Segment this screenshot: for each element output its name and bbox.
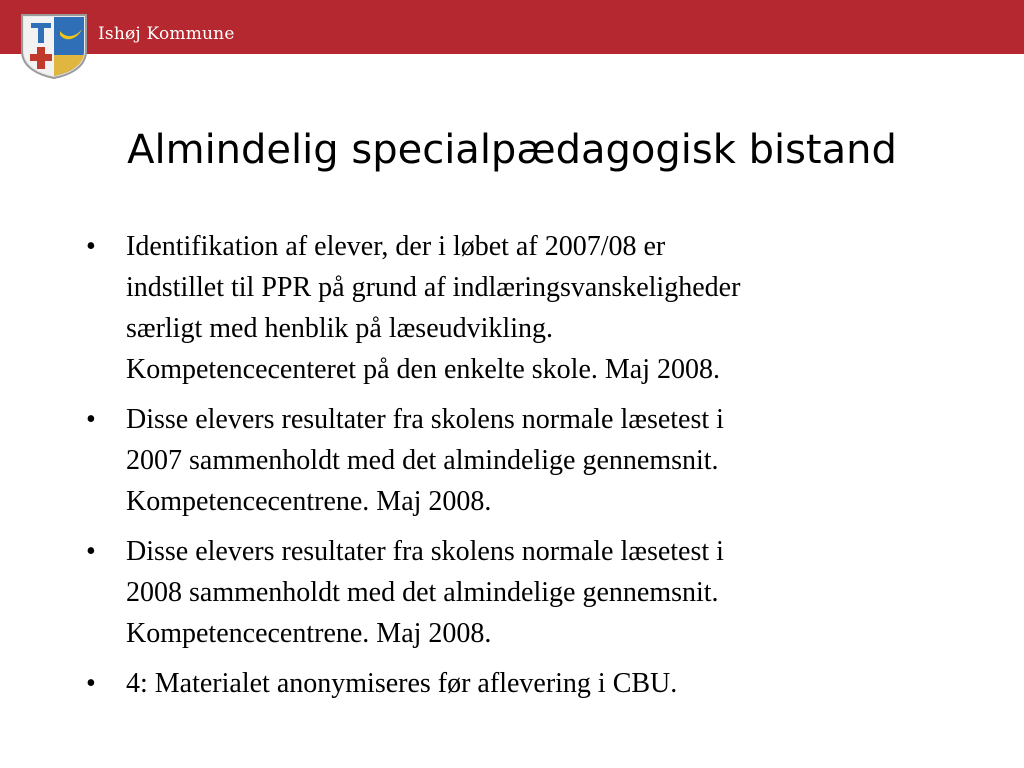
bullet-line: Kompetencecentrene. Maj 2008.: [126, 618, 492, 649]
bullet-icon: •: [86, 404, 96, 435]
bullet-line: Kompetencecenteret på den enkelte skole. Maj 2008.: [126, 354, 720, 385]
bullet-line: Disse elevers resultater fra skolens normale læsetest i: [126, 536, 724, 567]
bullet-line: indstillet til PPR på grund af indlæringsvanskeligheder: [126, 272, 741, 303]
bullet-item: [86, 226, 966, 390]
bullet-line: særligt med henblik på læseudvikling.: [126, 313, 553, 344]
bullet-item: [86, 399, 966, 522]
bullet-line: Disse elevers resultater fra skolens normale læsetest i: [126, 404, 724, 435]
bullet-line: 2007 sammenholdt med det almindelige gennemsnit.: [126, 445, 719, 476]
ishoj-coat-of-arms-icon: [20, 13, 88, 79]
org-name: Ishøj Kommune: [98, 24, 235, 44]
bullet-icon: •: [86, 668, 96, 699]
bullet-item: [86, 531, 966, 654]
bullet-line: Identifikation af elever, der i løbet af 2007/08 er: [126, 231, 666, 262]
slide-title: Almindelig specialpædagogisk bistand: [127, 127, 897, 173]
bullet-line: Kompetencecentrene. Maj 2008.: [126, 486, 492, 517]
bullet-list: [86, 226, 966, 713]
bullet-item: [86, 663, 966, 704]
bullet-icon: •: [86, 231, 96, 262]
bullet-line: 2008 sammenholdt med det almindelige gennemsnit.: [126, 577, 719, 608]
bullet-icon: •: [86, 536, 96, 567]
bullet-line: 4: Materialet anonymiseres før aflevering i CBU.: [126, 668, 678, 699]
